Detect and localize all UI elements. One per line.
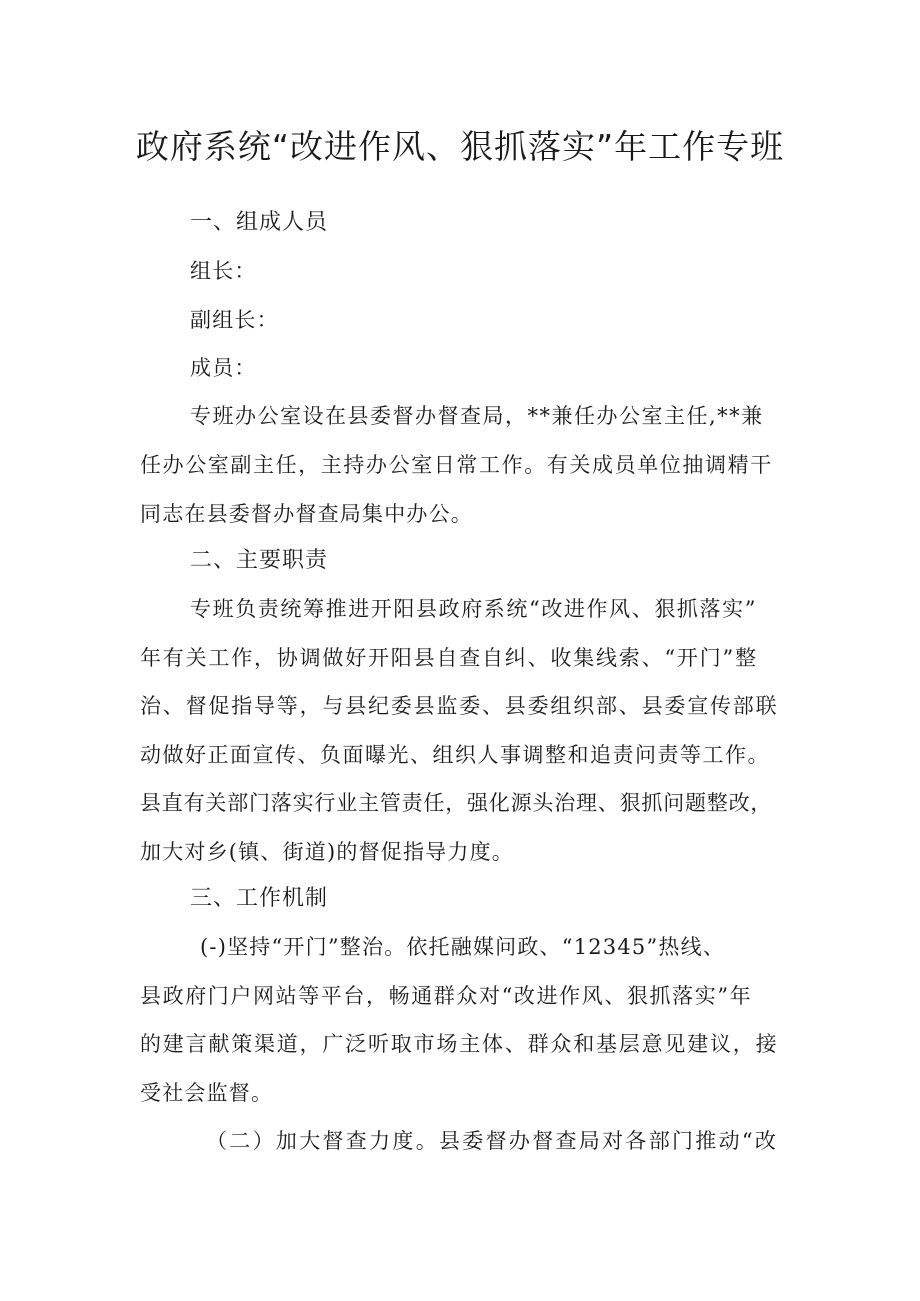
section-heading-mechanism: 三、工作机制	[190, 886, 329, 911]
text-line: 组长：	[190, 259, 257, 283]
text-line: 县政府门户网站等平台，畅通群众对“改进作风、狠抓落实”年	[140, 984, 753, 1008]
text-line: (-)坚持“开门”整治。依托融媒问政、“12345”热线、	[200, 935, 726, 959]
document-title: 政府系统“改进作风、狠抓落实”年工作专班	[135, 127, 785, 166]
text-line: 治、督促指导等，与县纪委县监委、县委组织部、县委宣传部联	[140, 694, 779, 718]
text-line: 的建言献策渠道，广泛听取市场主体、群众和基层意见建议，接	[140, 1032, 779, 1056]
text-line: 任办公室副主任，主持办公室日常工作。有关成员单位抽调精干	[140, 453, 773, 477]
text-line: 专班负责统筹推进开阳县政府系统“改进作风、狠抓落实”	[190, 597, 758, 621]
text-line: 动做好正面宣传、负面曝光、组织人事调整和追责问责等工作。	[140, 743, 770, 767]
text-line: 成员：	[190, 356, 257, 380]
text-line: 副组长：	[190, 308, 279, 332]
text-line: 加大对乡(镇、街道)的督促指导力度。	[140, 840, 514, 864]
text-line: 年有关工作，协调做好开阳县自查自纠、收集线索、“开门”整	[140, 646, 758, 670]
text-line: 专班办公室设在县委督办督查局，**兼任办公室主任,**兼	[190, 404, 764, 428]
text-line: 同志在县委督办督查局集中办公。	[140, 502, 473, 526]
text-line: （二）加大督查力度。县委督办督查局对各部门推动“改	[206, 1129, 779, 1153]
text-line: 受社会监督。	[140, 1081, 274, 1105]
section-heading-personnel: 一、组成人员	[190, 210, 329, 235]
text-line: 县直有关部门落实行业主管责任，强化源头治理、狠抓问题整改，	[140, 791, 773, 815]
section-heading-duties: 二、主要职责	[190, 548, 329, 573]
